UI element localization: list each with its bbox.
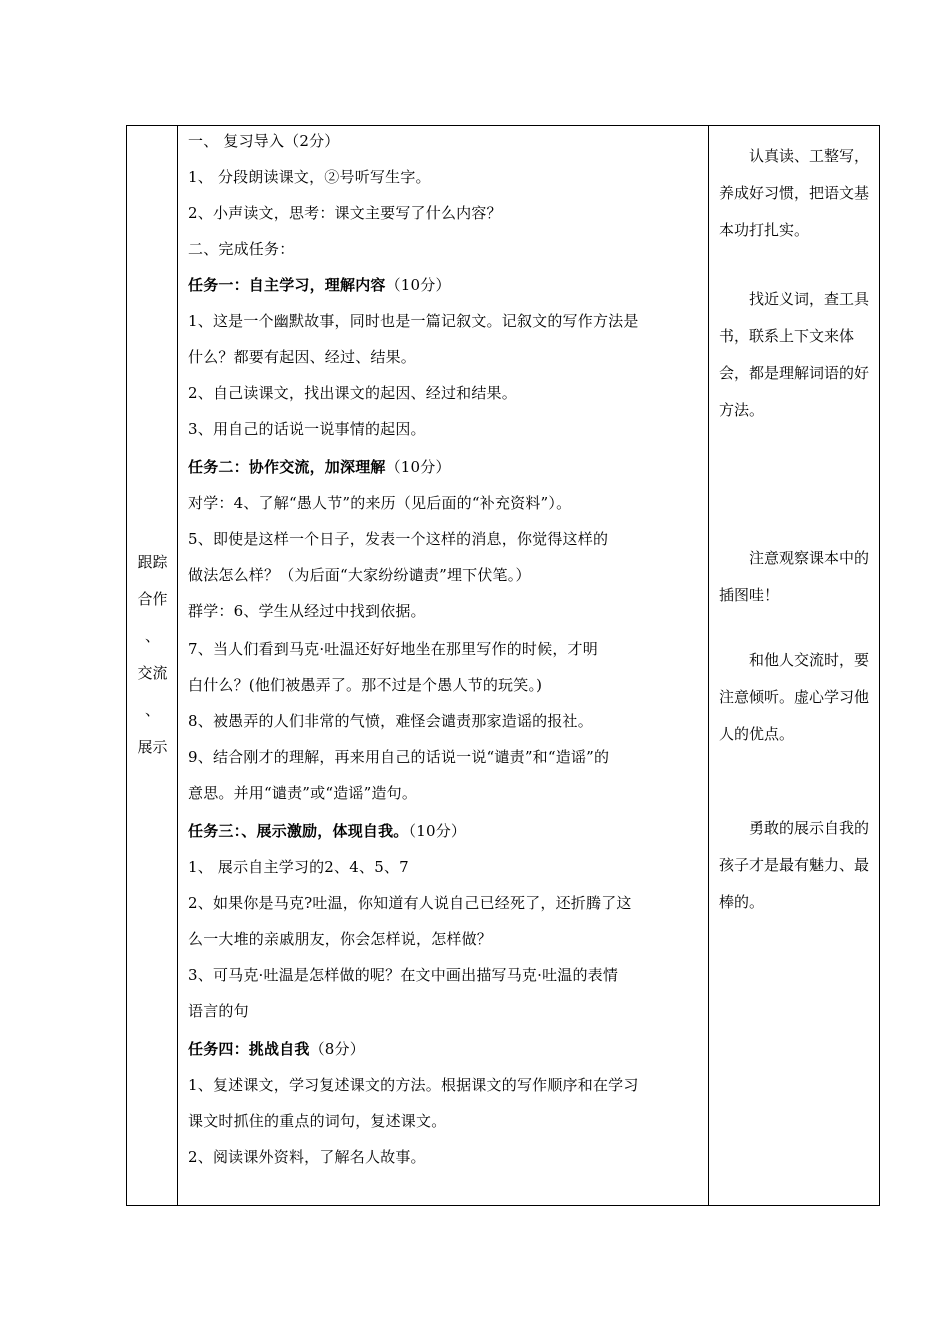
tip-text: 认真读、工整写，养成好习惯，把语文基本功打扎实。: [719, 147, 870, 239]
step-line: 3、可马克·吐温是怎样做的呢？在文中画出描写马克·吐温的表情: [188, 966, 619, 984]
step-line: 2、小声读文，思考：课文主要写了什么内容？: [188, 204, 502, 222]
step-line: 白什么？(他们被愚弄了。那不过是个愚人节的玩笑。): [188, 676, 543, 694]
task-heading: [188, 274, 703, 295]
task-score: （10分）: [408, 822, 467, 840]
step-line: 做法怎么样？（为后面“大家纷纷谴责”埋下伏笔。）: [188, 566, 531, 584]
tip-note: [719, 281, 871, 429]
step-line: 1、这是一个幽默故事，同时也是一篇记叙文。记叙文的写作方法是: [188, 312, 639, 330]
task-score: （8分）: [309, 1040, 365, 1058]
tips-column: [709, 126, 879, 1205]
step-line: 8、被愚弄的人们非常的气愤，难怪会谴责那家造谣的报社。: [188, 712, 593, 730]
stage-text: 展示: [137, 738, 168, 756]
step-line: 群学：6、学生从经过中找到依据。: [188, 602, 426, 620]
tip-note: [719, 642, 871, 753]
activity-column: [178, 126, 709, 1205]
step-line: 1、复述课文，学习复述课文的方法。根据课文的写作顺序和在学习: [188, 1076, 639, 1094]
task-title: 任务一：自主学习，理解内容: [188, 276, 386, 294]
step-line: 1、 展示自主学习的2、4、5、7: [188, 858, 409, 876]
section-heading: 二、完成任务：: [188, 240, 295, 258]
step-line: 1、 分段朗读课文，②号听写生字。: [188, 168, 431, 186]
stage-label: [127, 544, 178, 766]
step-line: 9、结合刚才的理解，再来用自己的话说一说“谴责”和“造谣”的: [188, 748, 610, 766]
task-score: （10分）: [385, 276, 451, 294]
tip-note: [719, 540, 871, 614]
task-heading: [188, 820, 703, 841]
step-line: 2、自己读课文，找出课文的起因、经过和结果。: [188, 384, 517, 402]
task-heading: [188, 1038, 703, 1059]
stage-column: [127, 126, 178, 1205]
step-line: 5、即使是这样一个日子，发表一个这样的消息，你觉得这样的: [188, 530, 609, 548]
stage-text: 跟踪: [137, 553, 168, 571]
lesson-table: [126, 125, 880, 1206]
step-line: 么一大堆的亲戚朋友，你会怎样说，怎样做？: [188, 930, 493, 948]
step-line: 什么？都要有起因、经过、结果。: [188, 348, 417, 366]
step-line: 3、用自己的话说一说事情的起因。: [188, 420, 426, 438]
step-line: 7、当人们看到马克·吐温还好好地坐在那里写作的时候，才明: [188, 640, 598, 658]
tip-text: 注意观察课本中的插图哇！: [719, 549, 870, 604]
stage-text: 、: [144, 701, 160, 719]
task-title: 任务三：、展示激励，体现自我。: [188, 822, 409, 840]
step-line: 意思。并用“谴责”或“造谣”造句。: [188, 784, 418, 802]
section-heading: 一、 复习导入（2分）: [188, 132, 340, 150]
tip-note: [719, 810, 871, 921]
tip-text: 找近义词，查工具书，联系上下文来体会，都是理解词语的好方法。: [719, 290, 870, 419]
step-line: 课文时抓住的重点的词句，复述课文。: [188, 1112, 447, 1130]
step-line: 2、阅读课外资料，了解名人故事。: [188, 1148, 426, 1166]
task-title: 任务二：协作交流，加深理解: [188, 458, 386, 476]
stage-text: 交流: [137, 664, 168, 682]
tip-text: 和他人交流时，要注意倾听。虚心学习他人的优点。: [719, 651, 870, 743]
tip-note: [719, 138, 871, 249]
step-line: 2、如果你是马克?吐温，你知道有人说自己已经死了，还折腾了这: [188, 894, 632, 912]
task-heading: [188, 456, 703, 477]
stage-text: 合作: [137, 590, 168, 608]
task-title: 任务四：挑战自我: [188, 1040, 310, 1058]
task-score: （10分）: [385, 458, 451, 476]
tip-text: 勇敢的展示自我的孩子才是最有魅力、最棒的。: [719, 819, 870, 911]
step-line: 对学：4、了解“愚人节”的来历（见后面的“补充资料”）。: [188, 494, 572, 512]
step-line: 语言的句: [188, 1002, 249, 1020]
stage-text: 、: [144, 627, 160, 645]
